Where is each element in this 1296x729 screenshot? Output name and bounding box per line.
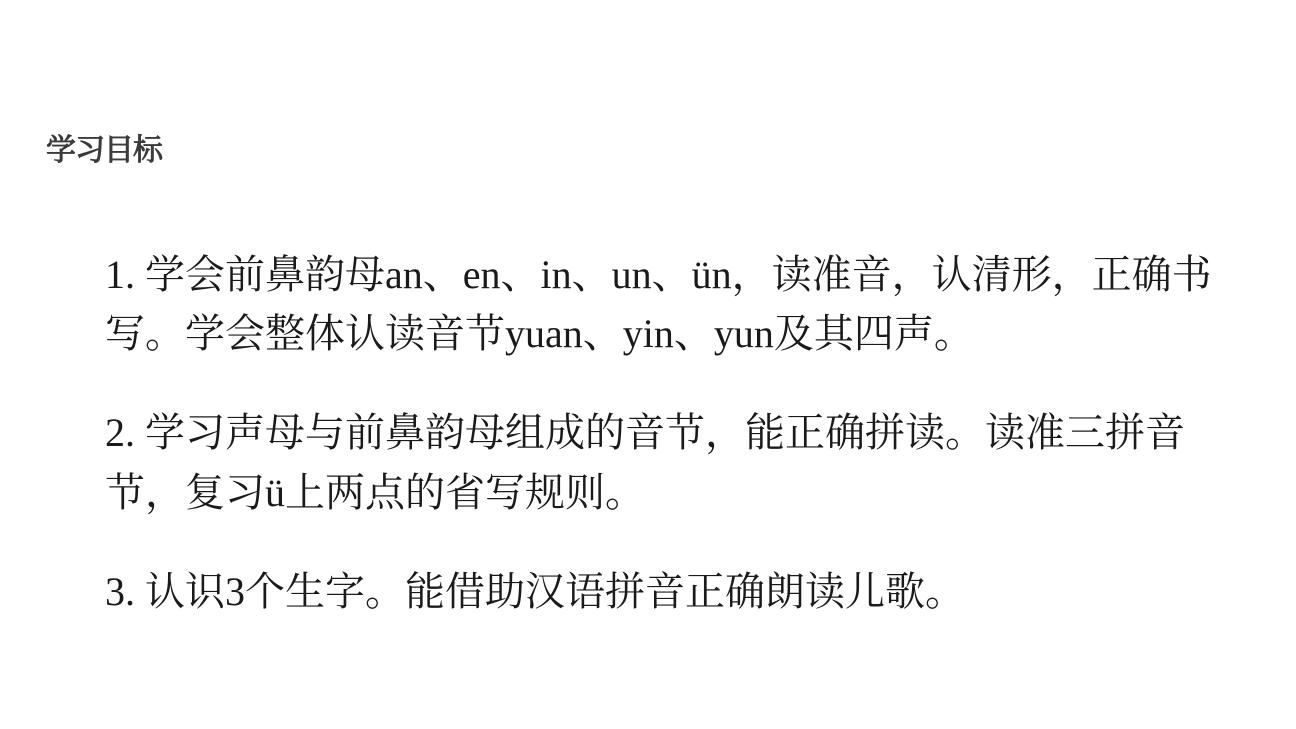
page-title: 学习目标	[46, 134, 162, 167]
objectives-list	[105, 205, 1215, 621]
list-item: 2. 学习声母与前鼻韵母组成的音节，能正确拼读。读准三拼音节，复习ü上两点的省写规则。	[105, 410, 1185, 515]
list-item: 3. 认识3个生字。能借助汉语拼音正确朗读儿歌。	[105, 568, 965, 614]
list-item: 1. 学会前鼻韵母an、en、in、un、ün，读准音，认清形，正确书写。学会整体认读音节yuan、yin、yun及其四声。	[105, 252, 1212, 357]
